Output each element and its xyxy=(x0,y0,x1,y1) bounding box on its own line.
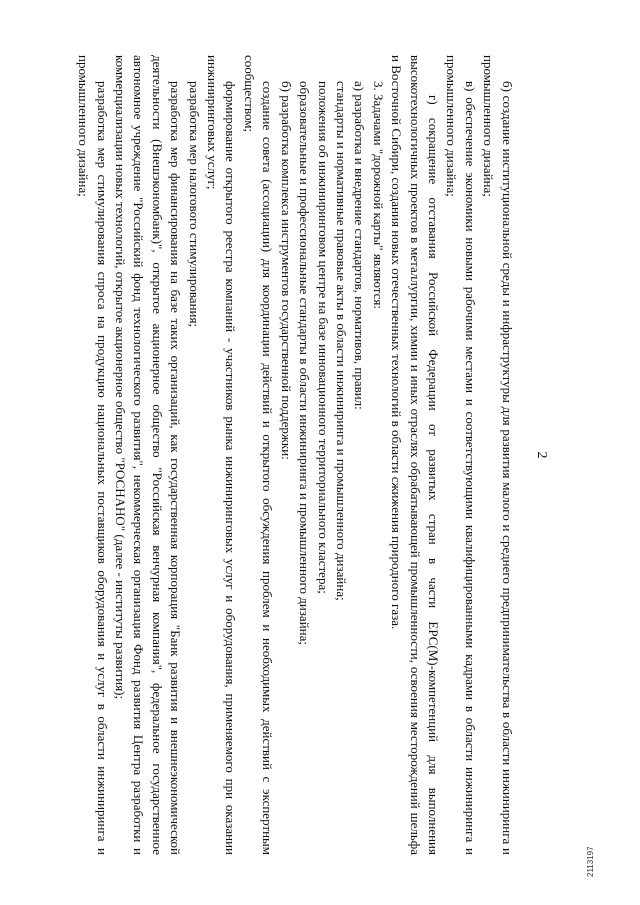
page-number: 2 xyxy=(534,451,549,459)
paragraph-goal-b: б) создание институциональной среды и инфраструктуры для развития малого и среднего предпринимательства в области инжиниринга и промышленного дизайна; xyxy=(481,55,515,855)
paragraph-registry: формирование открытого реестра компаний - участников рынка инжиниринговых услуг и оборудования, применяемого при оказании инжиниринговых услуг; xyxy=(205,55,239,855)
paragraph-task-a: а) разработка и внедрение стандартов, нормативов, правил: xyxy=(352,81,368,410)
paragraph-goal-v: в) обеспечение экономики новыми рабочими местами и соответствующими квалифицированными кадрами в области инжиниринга и промышленного дизайна; xyxy=(444,55,478,855)
footer-code: 2113197 xyxy=(586,846,595,877)
paragraph-task-b: б) разработка комплекса инструментов государственной поддержки: xyxy=(278,81,294,460)
paragraph-standards: стандарты и нормативные правовые акты в области инжиниринга и промышленного дизайна; xyxy=(333,81,349,601)
paragraph-financing-measures: разработка мер финансирования на базе таких организаций, как государственная корпорация "Банк развития и внешнеэкономической деятельности (Внешэкономбанк)", открытое акционерное общество "Российская венчурная компания", федеральное государственное автономное учреждение "Российский фонд технологического развития", некоммерческая организация Фонд развития Центра разработки и коммерциализации новых технологий, открытое акционерное общество "РОСНАНО" (далее - институты развития); xyxy=(113,55,184,855)
paragraph-demand-measures: разработка мер стимулирования спроса на продукцию национальных поставщиков оборудования и услуг в области инжиниринга и промышленного дизайна; xyxy=(76,55,110,855)
paragraph-goal-g: г) сокращение отставания Российской Федерации от развитых стран в части ЕРС(М)-компетенций для выполнения высокотехнологичных проектов в металлургии, химии и иных отраслях обрабатывающей промышленности, освоения месторождений шельфа и Восточной Сибири, создания новых отечественных технологий в области сжижения природного газа. xyxy=(389,55,441,855)
paragraph-tasks-heading: 3. Задачами "дорожной карты" являются: xyxy=(370,81,386,309)
document-page xyxy=(60,55,550,855)
paragraph-engineering-center: положения об инжиниринговом центре на базе инновационного территориального кластера; xyxy=(315,81,331,594)
paragraph-tax-measures: разработка мер налогового стимулирования; xyxy=(186,81,202,328)
paragraph-council: создание совета (ассоциации) для координации действий и открытого обсуждения проблем и необходимых действий с экспертным сообществом; xyxy=(241,55,276,855)
paragraph-education-standards: образовательные и профессиональные стандарты в области инжиниринга и промышленного дизайна; xyxy=(297,81,313,646)
